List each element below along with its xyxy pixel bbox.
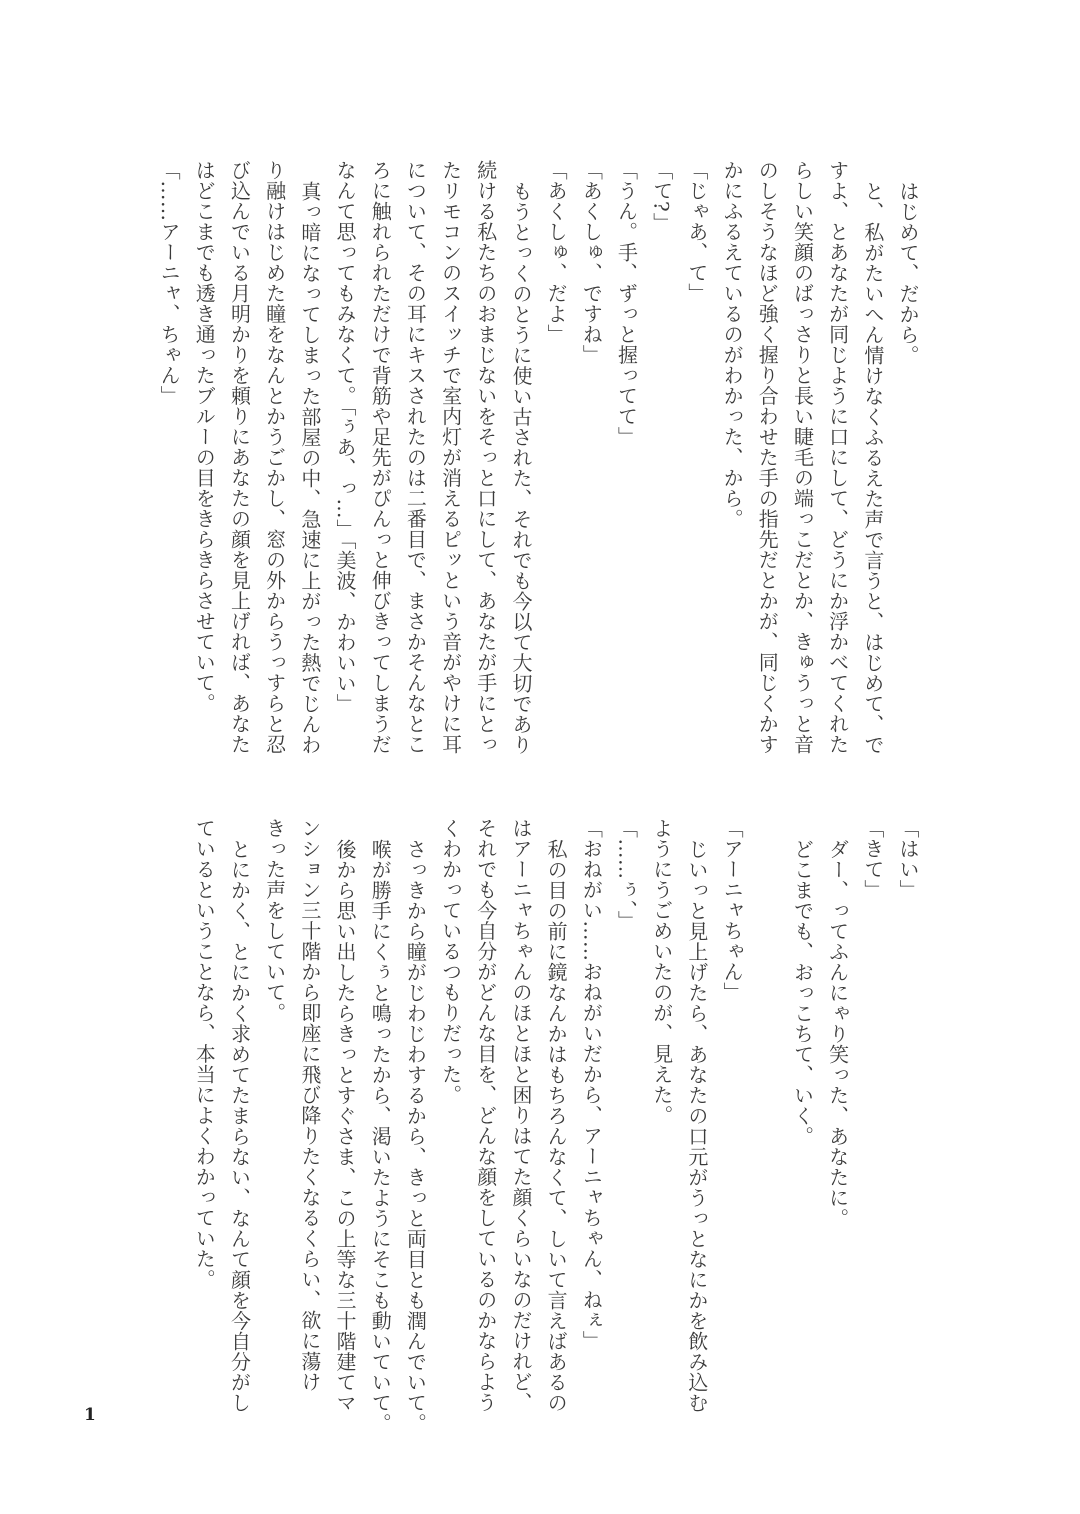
text-line: 「……アーニャ、ちゃん」 [157,160,182,406]
text-line: について、その耳にキスされたのは二番目で、まさかそんなとこ [403,160,428,755]
text-line: すよ、とあなたが同じように口にして、どうにか浮かべてくれた [825,160,850,755]
text-line: はどこまでも透き通ったブルーの目をきらきらさせていて。 [192,160,217,714]
text-line: ようにうごめいたのが、見えた。 [649,818,674,1126]
text-line: 「きて」 [860,818,885,900]
text-line: どこまでも、おっこちて、いく。 [790,839,815,1147]
text-line: とにかく、とにかく求めてたまらない、なんて顔を今自分がし [227,839,252,1413]
text-line: 「あくしゅ、ですね」 [579,160,604,365]
lower-text-block [186,818,925,1434]
text-line: り融けはじめた瞳をなんとかうごかし、窓の外からうっすらと忍 [262,160,287,755]
text-line: 「あくしゅ、だよ」 [544,160,569,345]
text-line: ろに触れられただけで背筋や足先がぴんっと伸びきってしまうだ [368,160,393,755]
upper-text-block [151,160,925,755]
text-line: のしそうなほど強く握り合わせた手の指先だとかが、同じくかす [755,160,780,755]
text-line: ているということなら、本当によくわかっていた。 [192,818,217,1290]
text-line: 「うん。手、ずっと握ってて」 [614,160,639,447]
text-line: 「おねがい……おねがいだから、アーニャちゃん、ねぇ」 [579,818,604,1351]
text-line: くわかっているつもりだった。 [438,818,463,1105]
text-line: もうとっくのとうに使い古された、それでも今以て大切であり [508,181,533,755]
text-line: 続ける私たちのおまじないをそっと口にして、あなたが手にとっ [473,160,498,755]
text-line: それでも今自分がどんな目を、どんな顔をしているのかならよう [473,818,498,1413]
text-line: たリモコンのスイッチで室内灯が消えるピッという音がやけに耳 [438,160,463,755]
text-line: かにふるえているのがわかった、から。 [720,160,745,529]
text-line: じいっと見上げたら、あなたの口元がうっとなにかを飲み込む [684,839,709,1413]
text-line: 後から思い出したらきっとすぐさま、この上等な三十階建てマ [333,839,357,1413]
text-line: 「はい」 [896,818,920,900]
text-line: 「じゃあ、て」 [684,160,709,304]
text-line: きった声をしていて。 [262,818,287,1023]
text-line: はじめて、だから。 [896,181,920,366]
text-line: さっきから瞳がじわじわするから、きっと両目とも潤んでいて。 [403,839,428,1434]
page-number: 1 [84,1405,96,1425]
text-line: 喉が勝手にくぅと鳴ったから、渇いたようにそこも動いていて。 [368,839,393,1434]
text-line: 真っ暗になってしまった部屋の中、急速に上がった熱でじんわ [297,181,322,755]
blank-line [749,818,784,1398]
text-line: び込んでいる月明かりを頼りにあなたの顔を見上げれば、あなた [227,160,252,755]
text-line: 「て?」 [649,160,674,233]
text-line: ンション三十階から即座に飛び降りたくなるくらい、欲に蕩け [297,818,322,1392]
text-line: らしい笑顔のばっさりと長い睫毛の端っこだとか、きゅうっと音 [790,160,815,755]
text-line: 「アーニャちゃん」 [720,818,745,1003]
text-line: はアーニャちゃんのほとほと困りはてた顔くらいなのだけれど、 [508,818,533,1413]
text-line: 「……ぅ、」 [614,818,639,931]
text-line: ダー、ってふんにゃり笑った、あなたに。 [825,839,850,1229]
text-line: と、私がたいへん情けなくふるえた声で言うと、はじめて、で [860,181,885,755]
text-line: なんて思ってもみなくて。「ぅあ、っ…」「美波、かわいい」 [333,160,357,714]
text-line: 私の目の前に鏡なんかはもちろんなくて、しいて言えばあるの [544,839,569,1413]
